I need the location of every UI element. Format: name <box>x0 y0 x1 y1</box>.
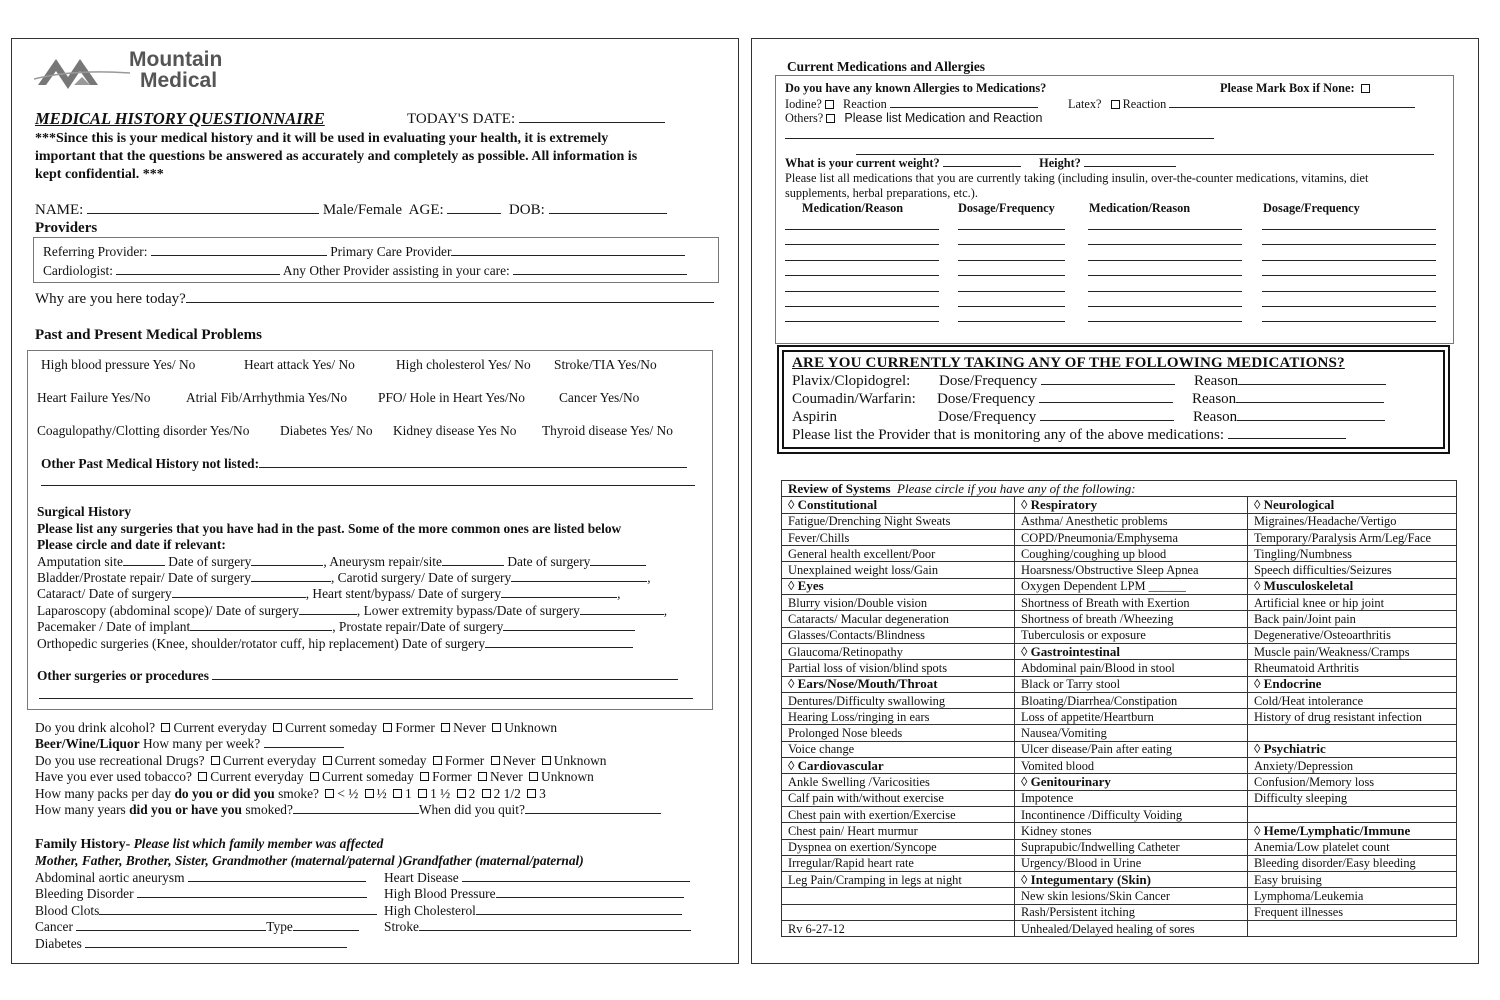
cardiologist-field[interactable] <box>116 263 280 275</box>
referring-row: Referring Provider: Primary Care Provider <box>43 244 685 260</box>
ros-symptom[interactable]: Loss of appetite/Heartburn <box>1015 709 1248 725</box>
col-dose-1: Dosage/Frequency <box>958 201 1055 215</box>
ros-section-header: ◊ Cardiovascular <box>782 758 1015 774</box>
ros-symptom[interactable]: Confusion/Memory loss <box>1248 774 1457 790</box>
ros-row <box>782 774 1457 790</box>
surgical-history-heading: Surgical History <box>37 504 132 519</box>
problem-heart-attack: Heart attack Yes/ No <box>244 357 355 372</box>
latex-reaction-field[interactable] <box>1169 96 1415 108</box>
medication-line[interactable] <box>1262 306 1436 307</box>
medication-line[interactable] <box>958 291 1065 292</box>
list-all-line1: Please list all medications that you are currently taking (including insulin, over-the-counter medications, vitamins, diet <box>785 171 1369 185</box>
medication-line[interactable] <box>1088 306 1242 307</box>
others-checkbox[interactable] <box>826 114 835 123</box>
ros-row <box>782 904 1457 920</box>
medication-line[interactable] <box>785 229 939 230</box>
aspirin-reason-field[interactable] <box>1237 409 1385 421</box>
ros-symptom[interactable]: Tuberculosis or exposure <box>1015 627 1248 643</box>
fam-aaa-row: Abdominal aortic aneurysm <box>35 870 366 886</box>
ros-symptom[interactable]: Glasses/Contacts/Blindness <box>782 627 1015 643</box>
surgery-row1: Amputation site Date of surgery , Aneurysm repair/site Date of surgery <box>37 554 646 570</box>
problem-kidney: Kidney disease Yes No <box>393 423 517 438</box>
fam-bleed-row: Bleeding Disorder <box>35 886 367 902</box>
ros-symptom[interactable]: Unhealed/Delayed healing of sores <box>1015 921 1248 937</box>
ros-symptom[interactable]: History of drug resistant infection <box>1248 709 1457 725</box>
provider-monitor-row: Please list the Provider that is monitoring any of the above medications: <box>792 427 1346 444</box>
ros-symptom[interactable]: Hearing Loss/ringing in ears <box>782 709 1015 725</box>
other-provider-field[interactable] <box>513 263 687 275</box>
ros-section-header: ◊ Neurological <box>1248 497 1457 513</box>
problem-thyroid: Thyroid disease Yes/ No <box>542 423 673 438</box>
packs-row: How many packs per day do you or did you smoke? < ½ ½ 1 1 ½ 2 2 1/2 3 <box>35 786 546 801</box>
ros-row <box>782 888 1457 904</box>
ros-row <box>782 741 1457 757</box>
per-week-field[interactable] <box>264 736 344 748</box>
aspirin-dose: Dose/Frequency <box>938 409 1174 426</box>
medication-line[interactable] <box>1262 260 1436 261</box>
problem-coagulopathy: Coagulopathy/Clotting disorder Yes/No <box>37 423 250 438</box>
past-present-heading: Past and Present Medical Problems <box>35 327 262 343</box>
ros-row <box>782 562 1457 578</box>
surgery-row5: Pacemaker / Date of implant , Prostate repair/Date of surgery <box>37 619 635 635</box>
iodine-row: Iodine? Reaction <box>785 96 1038 112</box>
years-row: How many years did you or have you smoked? When did you quit? <box>35 802 661 818</box>
coumadin-dose-field[interactable] <box>1039 391 1173 403</box>
plavix-reason-field[interactable] <box>1238 373 1386 385</box>
plavix-dose-field[interactable] <box>1041 373 1175 385</box>
iodine-checkbox[interactable] <box>825 100 834 109</box>
taking-title: ARE YOU CURRENTLY TAKING ANY OF THE FOLLOWING MEDICATIONS? <box>792 355 1345 371</box>
ros-symptom[interactable]: Cold/Heat intolerance <box>1248 692 1457 708</box>
cardiologist-row: Cardiologist: Any Other Provider assisting in your care: <box>43 263 687 279</box>
fam-heart-row: Heart Disease <box>384 870 690 886</box>
other-past-line2[interactable] <box>41 485 695 486</box>
medication-line[interactable] <box>1088 244 1242 245</box>
ros-symptom[interactable]: Difficulty sleeping <box>1248 790 1457 806</box>
ros-row <box>782 627 1457 643</box>
coumadin-reason-field[interactable] <box>1236 391 1384 403</box>
logo-line2: Medical <box>140 69 218 92</box>
ros-section-header: ◊ Genitourinary <box>1015 774 1248 790</box>
ros-symptom[interactable]: Suprapubic/Indwelling Catheter <box>1015 839 1248 855</box>
ros-section-header: ◊ Endocrine <box>1248 676 1457 692</box>
ros-symptom[interactable]: Kidney stones <box>1015 823 1248 839</box>
ros-section-header: ◊ Constitutional <box>782 497 1015 513</box>
latex-row: Latex? Reaction <box>1068 96 1415 112</box>
surgical-instruction2: Please circle and date if relevant: <box>37 537 226 552</box>
ros-symptom[interactable]: Migraines/Headache/Vertigo <box>1248 513 1457 529</box>
tobacco-never-checkbox[interactable] <box>478 772 487 781</box>
drugs-row: Do you use recreational Drugs? Current everyday Current someday Former Never Unknown <box>35 753 607 768</box>
ros-row <box>782 578 1457 594</box>
problem-afib: Atrial Fib/Arrhythmia Yes/No <box>186 390 348 405</box>
ros-section-header: ◊ Ears/Nose/Mouth/Throat <box>782 676 1015 692</box>
providers-heading: Providers <box>35 220 98 236</box>
col-med-1: Medication/Reason <box>802 201 904 215</box>
referring-field[interactable] <box>151 244 327 256</box>
ros-row <box>782 806 1457 822</box>
ros-row <box>782 921 1457 937</box>
tobacco-unknown-checkbox[interactable] <box>529 772 538 781</box>
surgical-instruction1: Please list any surgeries that you have had in the past. Some of the more common ones are listed below <box>37 521 622 536</box>
medication-line[interactable] <box>958 229 1065 230</box>
ros-symptom[interactable]: Temporary/Paralysis Arm/Leg/Face <box>1248 529 1457 545</box>
fam-chol-field[interactable] <box>476 903 682 915</box>
medication-line[interactable] <box>785 291 939 292</box>
quit-field[interactable] <box>525 802 661 814</box>
alcohol-someday-checkbox[interactable] <box>273 723 282 732</box>
problem-stroke: Stroke/TIA Yes/No <box>554 357 657 372</box>
col-med-2: Medication/Reason <box>1089 201 1191 215</box>
alcohol-row: Do you drink alcohol? Current everyday Current someday Former Never Unknown <box>35 720 558 735</box>
ros-symptom[interactable]: Hoarsness/Obstructive Sleep Apnea <box>1015 562 1248 578</box>
ros-section-header: ◊ Psychiatric <box>1248 741 1457 757</box>
ros-row <box>782 546 1457 562</box>
packs-3-checkbox[interactable] <box>527 789 536 798</box>
ros-symptom[interactable]: Dyspnea on exertion/Syncope <box>782 839 1015 855</box>
aspirin-reason: Reason <box>1193 409 1385 426</box>
ros-symptom[interactable]: Degenerative/Osteoarthritis <box>1248 627 1457 643</box>
ros-row <box>782 823 1457 839</box>
ros-row <box>782 692 1457 708</box>
weight-field[interactable] <box>943 155 1021 167</box>
ros-symptom[interactable]: Prolonged Nose bleeds <box>782 725 1015 741</box>
ros-empty-cell <box>1248 725 1457 741</box>
aspirin-drug: Aspirin <box>792 409 837 425</box>
medication-line[interactable] <box>958 275 1065 276</box>
fam-type-field[interactable] <box>293 919 359 931</box>
tobacco-someday-checkbox[interactable] <box>310 772 319 781</box>
fam-cancer-field[interactable] <box>76 919 266 931</box>
height-field[interactable] <box>1084 155 1176 167</box>
intro-line1: ***Since this is your medical history and it will be used in evaluating your health, it is extremely <box>35 131 609 146</box>
todays-date-label: TODAY'S DATE: <box>407 111 665 128</box>
fam-chol-row: High Cholesterol <box>384 903 682 919</box>
latex-checkbox[interactable] <box>1111 100 1120 109</box>
fam-heart-field[interactable] <box>462 870 690 882</box>
ros-symptom[interactable]: Rash/Persistent itching <box>1015 904 1248 920</box>
ros-symptom[interactable]: Chest pain with exertion/Exercise <box>782 806 1015 822</box>
ros-row <box>782 676 1457 692</box>
ros-symptom[interactable]: Dentures/Difficulty swallowing <box>782 692 1015 708</box>
ros-section-header: ◊ Musculoskeletal <box>1248 578 1457 594</box>
problem-cancer: Cancer Yes/No <box>559 390 640 405</box>
medication-line[interactable] <box>1088 229 1242 230</box>
ros-row <box>782 725 1457 741</box>
mark-none-row: Please Mark Box if None: <box>1220 81 1373 96</box>
ros-title-row: Review of Systems Please circle if you have any of the following: <box>782 481 1457 497</box>
coumadin-dose: Dose/Frequency <box>937 391 1173 408</box>
ros-row <box>782 643 1457 659</box>
fam-hbp-field[interactable] <box>496 886 684 898</box>
drugs-never-checkbox[interactable] <box>491 756 500 765</box>
family-members-row: Mother, Father, Brother, Sister, Grandmother (maternal/paternal )Grandfather (maternal/paternal) <box>35 853 584 868</box>
ros-section-header: ◊ Respiratory <box>1015 497 1248 513</box>
ros-row <box>782 660 1457 676</box>
ros-symptom[interactable]: Lymphoma/Leukemia <box>1248 888 1457 904</box>
logo-line1: Mountain <box>129 48 223 71</box>
weight-row: What is your current weight? Height? <box>785 155 1176 171</box>
form-title: MEDICAL HISTORY QUESTIONNAIRE <box>35 109 325 128</box>
ros-row <box>782 839 1457 855</box>
ros-empty-cell <box>782 904 1015 920</box>
packs-1-checkbox[interactable] <box>393 789 402 798</box>
name-field[interactable] <box>87 202 319 214</box>
others-row: Others? Please list Medication and Reaction <box>785 111 1043 125</box>
ros-symptom[interactable]: Shortness of breath /Wheezing <box>1015 611 1248 627</box>
medication-line[interactable] <box>958 306 1065 307</box>
ros-empty-cell <box>782 888 1015 904</box>
ros-symptom[interactable]: Calf pain with/without exercise <box>782 790 1015 806</box>
allergies-question: Do you have any known Allergies to Medications? <box>785 81 1047 95</box>
age-field[interactable] <box>447 202 501 214</box>
packs-half-checkbox[interactable] <box>365 789 374 798</box>
ros-symptom[interactable]: Fever/Chills <box>782 529 1015 545</box>
ros-symptom[interactable]: Fatigue/Drenching Night Sweats <box>782 513 1015 529</box>
tobacco-former-checkbox[interactable] <box>420 772 429 781</box>
ros-symptom[interactable]: Unexplained weight loss/Gain <box>782 562 1015 578</box>
ros-symptom[interactable]: Black or Tarry stool <box>1015 676 1248 692</box>
primary-care-field[interactable] <box>451 244 685 256</box>
problem-pfo: PFO/ Hole in Heart Yes/No <box>378 390 525 405</box>
drugs-unknown-checkbox[interactable] <box>542 756 551 765</box>
problem-row1: High blood pressure Yes/ No <box>41 357 196 372</box>
ros-row <box>782 595 1457 611</box>
meds-allergies-heading: Current Medications and Allergies <box>787 59 985 74</box>
ros-empty-cell <box>1248 921 1457 937</box>
fam-clots-field[interactable] <box>99 903 377 915</box>
aspirin-dose-field[interactable] <box>1040 409 1174 421</box>
ros-symptom[interactable]: Leg Pain/Cramping in legs at night <box>782 872 1015 888</box>
plavix-dose: Dose/Frequency <box>939 373 1175 390</box>
ros-section-header: ◊ Integumentary (Skin) <box>1015 872 1248 888</box>
ros-symptom[interactable]: New skin lesions/Skin Cancer <box>1015 888 1248 904</box>
fam-clots-row: Blood Clots <box>35 903 377 919</box>
medication-line[interactable] <box>1262 321 1436 322</box>
ros-symptom[interactable]: Shortness of Breath with Exertion <box>1015 595 1248 611</box>
name-row: NAME: Male/Female AGE: DOB: <box>35 202 667 219</box>
other-past-row: Other Past Medical History not listed: <box>41 456 687 472</box>
list-all-line2: supplements, herbal preparations, etc.). <box>785 186 978 200</box>
provider-monitor-field[interactable] <box>1228 427 1346 439</box>
medication-line[interactable] <box>1262 275 1436 276</box>
beer-row: Beer/Wine/Liquor How many per week? <box>35 736 344 752</box>
revision-label: Rv 6-27-12 <box>782 921 1015 937</box>
ros-symptom[interactable]: Speech difficulties/Seizures <box>1248 562 1457 578</box>
alcohol-never-checkbox[interactable] <box>441 723 450 732</box>
plavix-reason: Reason <box>1194 373 1386 390</box>
drugs-everyday-checkbox[interactable] <box>211 756 220 765</box>
medication-line[interactable] <box>1088 291 1242 292</box>
ros-row <box>782 872 1457 888</box>
medication-line[interactable] <box>1262 291 1436 292</box>
intro-line2: important that the questions be answered as accurately and completely as possible. All information is <box>35 149 638 164</box>
ros-symptom[interactable]: Voice change <box>782 741 1015 757</box>
medication-line[interactable] <box>785 275 939 276</box>
ros-symptom[interactable]: Impotence <box>1015 790 1248 806</box>
ros-symptom[interactable]: General health excellent/Poor <box>782 546 1015 562</box>
ros-empty-cell <box>1248 806 1457 822</box>
family-history-row: Family History- Please list which family member was affected <box>35 836 384 852</box>
why-row: Why are you here today? <box>35 291 714 308</box>
ros-symptom[interactable]: Tingling/Numbness <box>1248 546 1457 562</box>
why-field[interactable] <box>186 291 714 303</box>
problem-heart-failure: Heart Failure Yes/No <box>37 390 151 405</box>
allergy-line1[interactable] <box>785 138 1214 139</box>
ros-symptom[interactable]: COPD/Pneumonia/Emphysema <box>1015 529 1248 545</box>
ros-symptom[interactable]: Oxygen Dependent LPM ______ <box>1015 578 1248 594</box>
col-dose-2: Dosage/Frequency <box>1263 201 1360 215</box>
other-past-field[interactable] <box>259 456 687 468</box>
ros-symptom[interactable]: Frequent illnesses <box>1248 904 1457 920</box>
ros-symptom[interactable]: Easy bruising <box>1248 872 1457 888</box>
surgery-row6: Orthopedic surgeries (Knee, shoulder/rotator cuff, hip replacement) Date of surgery <box>37 636 633 652</box>
alcohol-everyday-checkbox[interactable] <box>161 723 170 732</box>
dob-field[interactable] <box>549 202 667 214</box>
medication-line[interactable] <box>785 321 939 322</box>
medication-line[interactable] <box>958 260 1065 261</box>
other-surgeries-field[interactable] <box>212 668 678 680</box>
ros-symptom[interactable]: Rheumatoid Arthritis <box>1248 660 1457 676</box>
ros-section-header: ◊ Gastrointestinal <box>1015 643 1248 659</box>
fam-bleed-field[interactable] <box>137 886 367 898</box>
packs-lt-half-checkbox[interactable] <box>325 789 334 798</box>
ros-symptom[interactable]: Urgency/Blood in Urine <box>1015 855 1248 871</box>
other-surgeries-row: Other surgeries or procedures <box>37 668 678 684</box>
iodine-reaction-field[interactable] <box>890 96 1038 108</box>
ros-symptom[interactable]: Bleeding disorder/Easy bleeding <box>1248 855 1457 871</box>
ros-symptom[interactable]: Coughing/coughing up blood <box>1015 546 1248 562</box>
coumadin-reason: Reason <box>1192 391 1384 408</box>
alcohol-former-checkbox[interactable] <box>383 723 392 732</box>
ros-symptom[interactable]: Irregular/Rapid heart rate <box>782 855 1015 871</box>
review-of-systems-table <box>781 480 1457 937</box>
mountain-logo-icon <box>34 51 130 91</box>
ros-row <box>782 513 1457 529</box>
no-allergies-checkbox[interactable] <box>1361 84 1370 93</box>
medication-line[interactable] <box>785 244 939 245</box>
ros-symptom[interactable]: Incontinence /Difficulty Voiding <box>1015 806 1248 822</box>
ros-symptom[interactable]: Glaucoma/Retinopathy <box>782 643 1015 659</box>
medication-line[interactable] <box>785 306 939 307</box>
plavix-drug: Plavix/Clopidogrel: <box>792 373 911 389</box>
ros-section-header: ◊ Eyes <box>782 578 1015 594</box>
medication-line[interactable] <box>785 260 939 261</box>
ros-row <box>782 855 1457 871</box>
tobacco-row: Have you ever used tobacco? Current everyday Current someday Former Never Unknown <box>35 769 594 784</box>
medication-line[interactable] <box>958 321 1065 322</box>
fam-stroke-row: Stroke <box>384 919 691 935</box>
ros-symptom[interactable]: Blurry vision/Double vision <box>782 595 1015 611</box>
fam-hbp-row: High Blood Pressure <box>384 886 684 902</box>
packs-1half-checkbox[interactable] <box>418 789 427 798</box>
ros-row <box>782 497 1457 513</box>
packs-2-checkbox[interactable] <box>457 789 466 798</box>
drugs-someday-checkbox[interactable] <box>323 756 332 765</box>
intro-line3: kept confidential. *** <box>35 167 164 182</box>
fam-diabetes-field[interactable] <box>85 936 347 948</box>
page-2 <box>751 38 1479 964</box>
medication-line[interactable] <box>1088 260 1242 261</box>
drugs-former-checkbox[interactable] <box>433 756 442 765</box>
ros-row <box>782 529 1457 545</box>
ros-symptom[interactable]: Back pain/Joint pain <box>1248 611 1457 627</box>
ros-row <box>782 709 1457 725</box>
fam-aaa-field[interactable] <box>188 870 366 882</box>
fam-cancer-row: Cancer Type <box>35 919 359 935</box>
ros-symptom[interactable]: Abdominal pain/Blood in stool <box>1015 660 1248 676</box>
medication-line[interactable] <box>958 244 1065 245</box>
page-1 <box>11 38 739 964</box>
packs-2half-checkbox[interactable] <box>482 789 491 798</box>
medication-line[interactable] <box>1088 275 1242 276</box>
ros-symptom[interactable]: Cataracts/ Macular degeneration <box>782 611 1015 627</box>
ros-section-header: ◊ Heme/Lymphatic/Immune <box>1248 823 1457 839</box>
surgery-row3: Cataract/ Date of surgery , Heart stent/bypass/ Date of surgery , <box>37 586 621 601</box>
ros-symptom[interactable]: Ulcer disease/Pain after eating <box>1015 741 1248 757</box>
ros-symptom[interactable]: Chest pain/ Heart murmur <box>782 823 1015 839</box>
medication-line[interactable] <box>1262 244 1436 245</box>
medication-line[interactable] <box>1262 229 1436 230</box>
ros-symptom[interactable]: Muscle pain/Weakness/Cramps <box>1248 643 1457 659</box>
alcohol-unknown-checkbox[interactable] <box>492 723 501 732</box>
problem-cholesterol: High cholesterol Yes/ No <box>396 357 531 372</box>
ros-row <box>782 758 1457 774</box>
ros-symptom[interactable]: Vomited blood <box>1015 758 1248 774</box>
medication-line[interactable] <box>1088 321 1242 322</box>
other-surgeries-line2[interactable] <box>39 698 693 699</box>
surgery-row4: Laparoscopy (abdominal scope)/ Date of surgery , Lower extremity bypass/Date of surgery , <box>37 603 668 618</box>
ros-symptom[interactable]: Asthma/ Anesthetic problems <box>1015 513 1248 529</box>
tobacco-everyday-checkbox[interactable] <box>198 772 207 781</box>
surgery-row2: Bladder/Prostate repair/ Date of surgery , Carotid surgery/ Date of surgery , <box>37 570 651 585</box>
ros-row <box>782 611 1457 627</box>
ros-symptom[interactable]: Partial loss of vision/blind spots <box>782 660 1015 676</box>
ros-symptom[interactable]: Bloating/Diarrhea/Constipation <box>1015 692 1248 708</box>
problem-diabetes: Diabetes Yes/ No <box>280 423 373 438</box>
ros-symptom[interactable]: Ankle Swelling /Varicosities <box>782 774 1015 790</box>
years-smoked-field[interactable] <box>293 802 419 814</box>
coumadin-drug: Coumadin/Warfarin: <box>792 391 916 407</box>
ros-symptom[interactable]: Anemia/Low platelet count <box>1248 839 1457 855</box>
ros-symptom[interactable]: Artificial knee or hip joint <box>1248 595 1457 611</box>
fam-diabetes-row: Diabetes <box>35 936 347 952</box>
ros-symptom[interactable]: Nausea/Vomiting <box>1015 725 1248 741</box>
fam-stroke-field[interactable] <box>419 919 691 931</box>
ros-row <box>782 790 1457 806</box>
ros-symptom[interactable]: Anxiety/Depression <box>1248 758 1457 774</box>
